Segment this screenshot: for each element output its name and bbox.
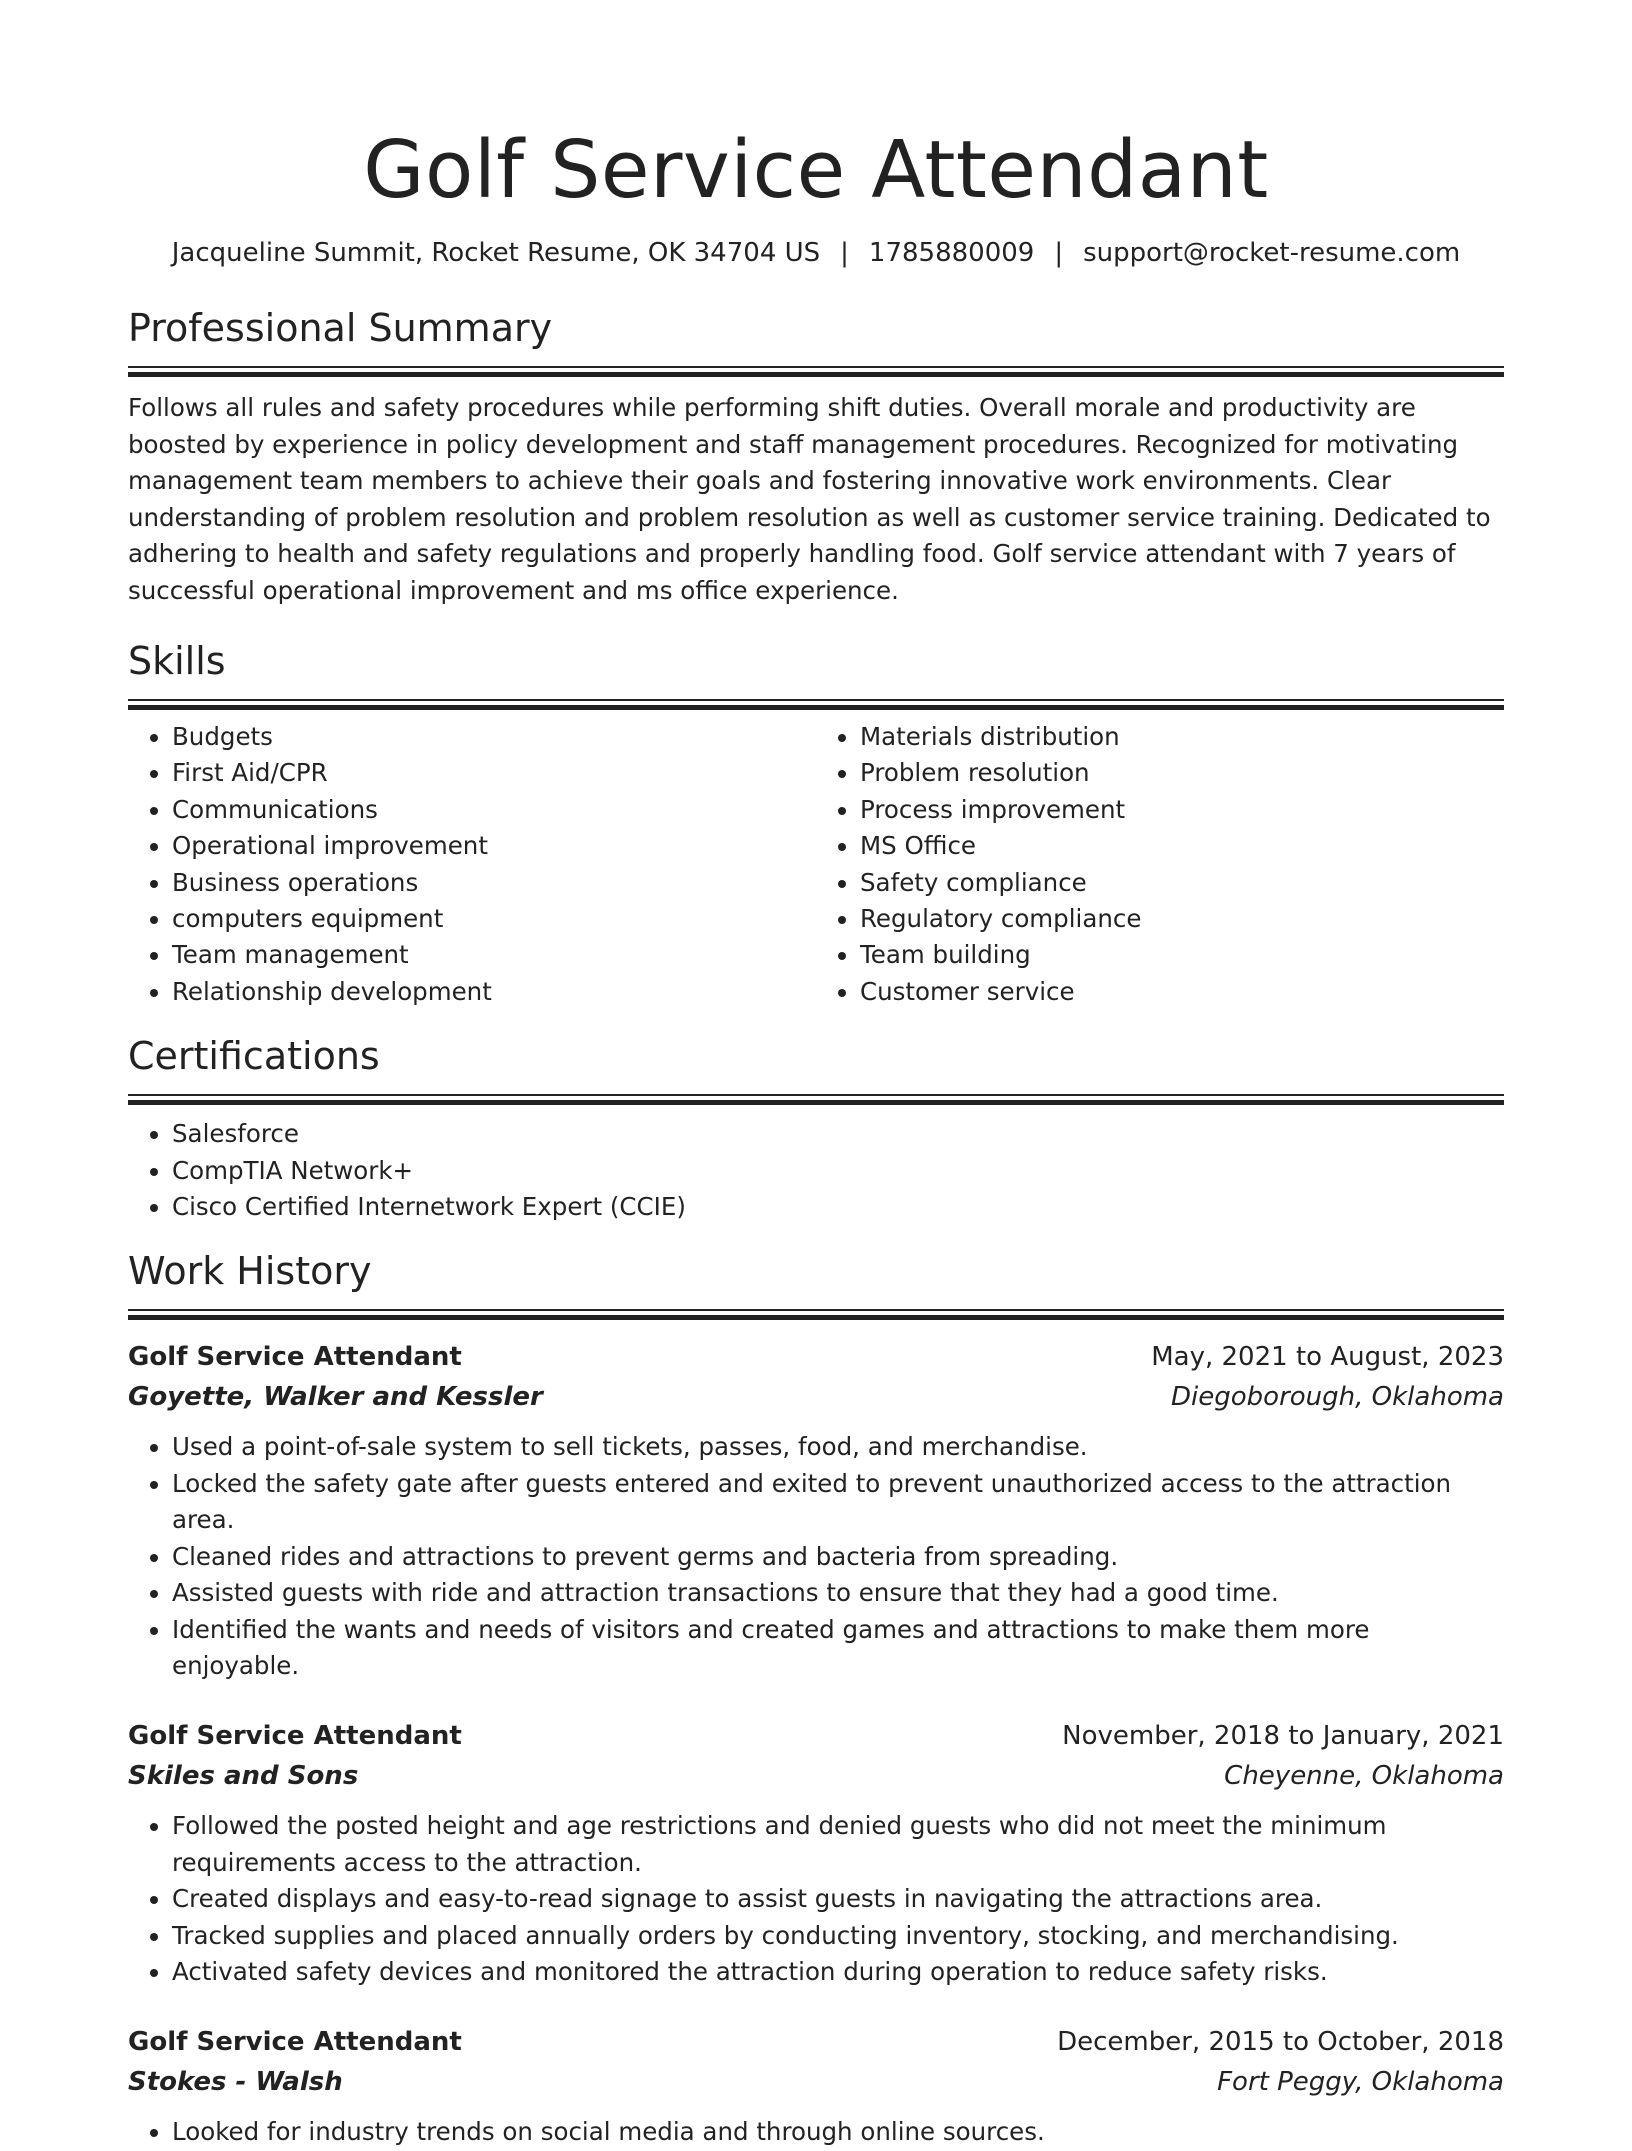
list-item: • Regulatory compliance [860, 901, 1504, 937]
section-divider [128, 1094, 1504, 1104]
job-bullet: • Created displays and easy-to-read signage to assist guests in navigating the attractions area. [172, 1881, 1504, 1917]
contact-separator: | [840, 238, 849, 268]
list-item: • Customer service [860, 974, 1504, 1010]
summary-section [128, 304, 1504, 609]
resume-title: Golf Service Attendant [363, 124, 1269, 216]
job-bullet: • Assisted guests with ride and attraction transactions to ensure that they had a good time. [172, 1575, 1504, 1611]
job-location: Diegoborough, Oklahoma [1171, 1382, 1504, 1413]
summary-text: Follows all rules and safety procedures while performing shift duties. Overall morale and productivity are boosted by experience in policy development and staff management procedures. Recognized for motivating management team members to achieve their goals and fostering innovative work environments. Clear understanding of problem resolution and problem resolution as well as customer service training. Dedicated to adhering to health and safety regulations and properly handling food. Golf service attendant with 7 years of successful operational improvement and ms office experience. [128, 393, 1491, 605]
jobs-container [128, 1337, 1504, 2150]
certifications-list [128, 1116, 1504, 1225]
section-divider [128, 1309, 1504, 1319]
job-location: Fort Peggy, Oklahoma [1217, 2067, 1504, 2098]
list-item: • CompTIA Network+ [172, 1153, 1504, 1189]
contact-separator: | [1054, 238, 1064, 268]
job-subheader-row [128, 1377, 1504, 1417]
job-bullet: • Tracked supplies and placed annually orders by conducting inventory, stocking, and merchandising. [172, 1918, 1504, 1954]
work-history-section [128, 1247, 1504, 2150]
job-header-row [128, 2022, 1504, 2062]
list-item: • Budgets [172, 719, 816, 755]
job-bullet: • Used a point-of-sale system to sell tickets, passes, food, and merchandise. [172, 1429, 1504, 1465]
job-entry [128, 2022, 1504, 2150]
skills-list-left [128, 719, 816, 1010]
list-item: • Relationship development [172, 974, 816, 1010]
list-item: • MS Office [860, 828, 1504, 864]
job-entry [128, 1716, 1504, 1990]
job-bullet: • Cleaned rides and attractions to prevent germs and bacteria from spreading. [172, 1539, 1504, 1575]
job-bullet: • Locked the safety gate after guests entered and exited to prevent unauthorized access to the attraction area. [172, 1466, 1504, 1539]
section-heading: Professional Summary [128, 306, 553, 350]
job-bullets [128, 2114, 1504, 2150]
job-subheader-row [128, 2062, 1504, 2102]
job-bullets [128, 1808, 1504, 1990]
contact-email[interactable]: support@rocket-resume.com [1083, 238, 1461, 268]
job-bullet: • Activated safety devices and monitored the attraction during operation to reduce safety risks. [172, 1954, 1504, 1990]
job-header-row [128, 1337, 1504, 1377]
job-entry [128, 1337, 1504, 1684]
list-item: • Team management [172, 937, 816, 973]
list-item: • Business operations [172, 865, 816, 901]
section-heading: Certifications [128, 1034, 380, 1079]
job-header-row [128, 1716, 1504, 1756]
list-item: • Materials distribution [860, 719, 1504, 755]
job-title: Golf Service Attendant [128, 1721, 462, 1752]
skills-section [128, 637, 1504, 1010]
list-item: • Communications [172, 792, 816, 828]
contact-address: Jacqueline Summit, Rocket Resume, OK 34704 US [171, 238, 821, 268]
contact-phone: 1785880009 [868, 238, 1035, 268]
job-dates: May, 2021 to August, 2023 [1151, 1342, 1504, 1373]
list-item: • computers equipment [172, 901, 816, 937]
job-company: Stokes - Walsh [128, 2067, 343, 2098]
job-bullet: • Identified the wants and needs of visitors and created games and attractions to make them more enjoyable. [172, 1612, 1504, 1685]
skills-list-right [816, 719, 1504, 1010]
list-item: • Process improvement [860, 792, 1504, 828]
job-company: Skiles and Sons [128, 1761, 359, 1792]
section-divider [128, 366, 1504, 376]
job-location: Cheyenne, Oklahoma [1224, 1761, 1504, 1792]
job-bullet: • Followed the posted height and age restrictions and denied guests who did not meet the minimum requirements access to the attraction. [172, 1808, 1504, 1881]
contact-line [128, 236, 1504, 270]
job-bullets [128, 1429, 1504, 1684]
job-company: Goyette, Walker and Kessler [128, 1382, 543, 1413]
list-item: • Salesforce [172, 1116, 1504, 1152]
list-item: • Safety compliance [860, 865, 1504, 901]
list-item: • Team building [860, 937, 1504, 973]
job-subheader-row [128, 1756, 1504, 1796]
list-item: • Problem resolution [860, 755, 1504, 791]
job-dates: December, 2015 to October, 2018 [1057, 2027, 1504, 2058]
skills-grid [128, 719, 1504, 1010]
section-heading: Work History [128, 1249, 372, 1294]
list-item: • Cisco Certified Internetwork Expert (CCIE) [172, 1189, 1504, 1225]
certifications-section [128, 1032, 1504, 1225]
list-item: • Operational improvement [172, 828, 816, 864]
job-bullet: • Looked for industry trends on social media and through online sources. [172, 2114, 1504, 2150]
job-title: Golf Service Attendant [128, 1342, 462, 1373]
list-item: • First Aid/CPR [172, 755, 816, 791]
job-dates: November, 2018 to January, 2021 [1062, 1721, 1504, 1752]
job-title: Golf Service Attendant [128, 2027, 462, 2058]
section-heading: Skills [128, 639, 226, 683]
section-divider [128, 699, 1504, 709]
